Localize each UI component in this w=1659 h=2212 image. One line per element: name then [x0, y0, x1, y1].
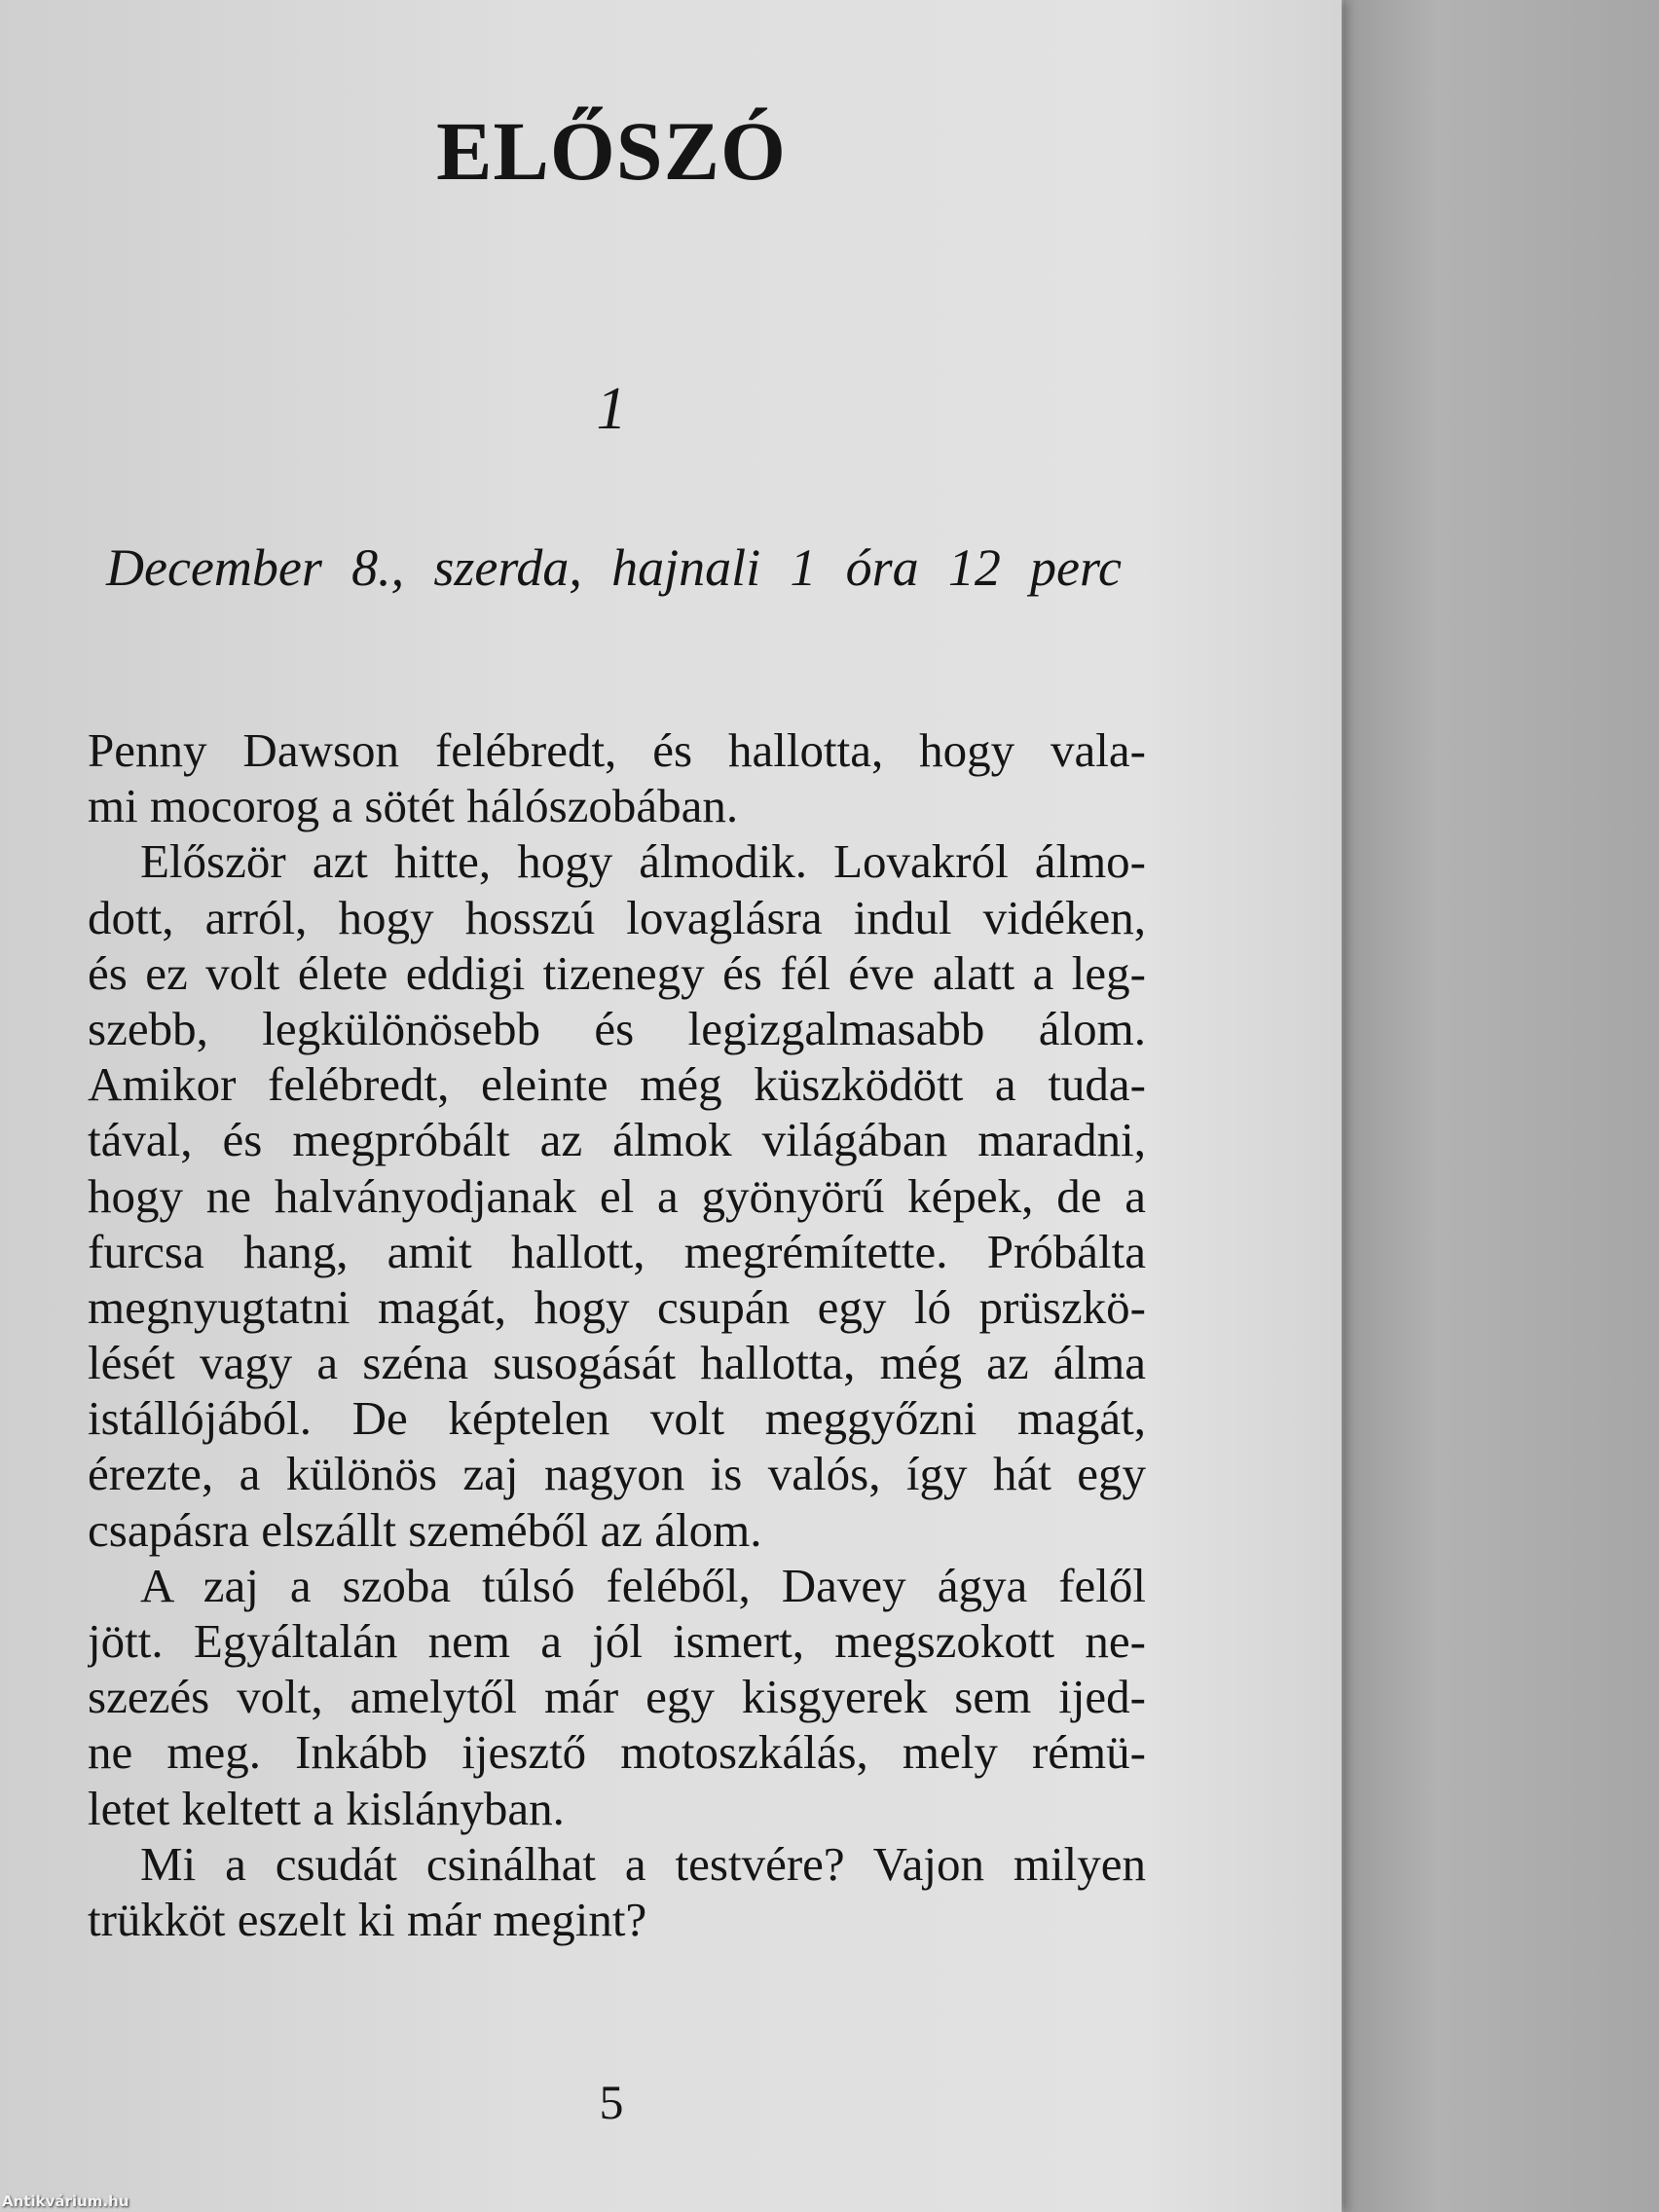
text-line: letet keltett a kislányban. [88, 1781, 565, 1835]
text-line: Amikor felébredt, eleinte még küszködött a tuda- [88, 1057, 1146, 1112]
background-surface [1344, 0, 1659, 2212]
page-title: ELŐSZÓ [436, 104, 787, 198]
text-line: lését vagy a széna susogását hallotta, még az álma [88, 1336, 1146, 1390]
text-line: csapásra elszállt szeméből az álom. [88, 1502, 762, 1557]
text-line: dott, arról, hogy hosszú lovaglásra indul vidéken, [88, 890, 1146, 944]
text-line: szebb, legkülönösebb és legizgalmasabb álom. [88, 1001, 1146, 1055]
text-line: istállójából. De képtelen volt meggyőzni magát, [88, 1391, 1146, 1446]
text-line: trükköt eszelt ki már megint? [88, 1892, 647, 1946]
date-heading: December 8., szerda, hajnali 1 óra 12 perc [106, 538, 1122, 597]
text-line: Először azt hitte, hogy álmodik. Lovakról álmo- [140, 834, 1146, 889]
chapter-number: 1 [596, 376, 627, 442]
text-line: Mi a csudát csinálhat a testvére? Vajon milyen [140, 1836, 1146, 1891]
text-line: mi mocorog a sötét hálószobában. [88, 779, 739, 833]
body-text [88, 722, 1146, 1947]
text-line: tával, és megpróbált az álmok világában maradni, [88, 1113, 1146, 1167]
watermark: Antikvárium.hu [2, 2193, 129, 2210]
text-line: A zaj a szoba túlsó feléből, Davey ágya felől [140, 1558, 1146, 1612]
text-line: jött. Egyáltalán nem a jól ismert, megszokott ne- [88, 1614, 1146, 1668]
text-line: érezte, a különös zaj nagyon is valós, így hát egy [88, 1447, 1146, 1501]
text-line: megnyugtatni magát, hogy csupán egy ló prüszkö- [88, 1279, 1146, 1334]
text-line: ne meg. Inkább ijesztő motoszkálás, mely rémü- [88, 1725, 1146, 1780]
page-number: 5 [599, 2075, 624, 2129]
text-line: szezés volt, amelytől már egy kisgyerek sem ijed- [88, 1670, 1146, 1724]
text-line: furcsa hang, amit hallott, megrémítette. Próbálta [88, 1224, 1146, 1278]
text-line: és ez volt élete eddigi tizenegy és fél éve alatt a leg- [88, 945, 1146, 1000]
text-line: Penny Dawson felébredt, és hallotta, hogy vala- [88, 723, 1146, 777]
text-line: hogy ne halványodjanak el a gyönyörű képek, de a [88, 1168, 1146, 1223]
